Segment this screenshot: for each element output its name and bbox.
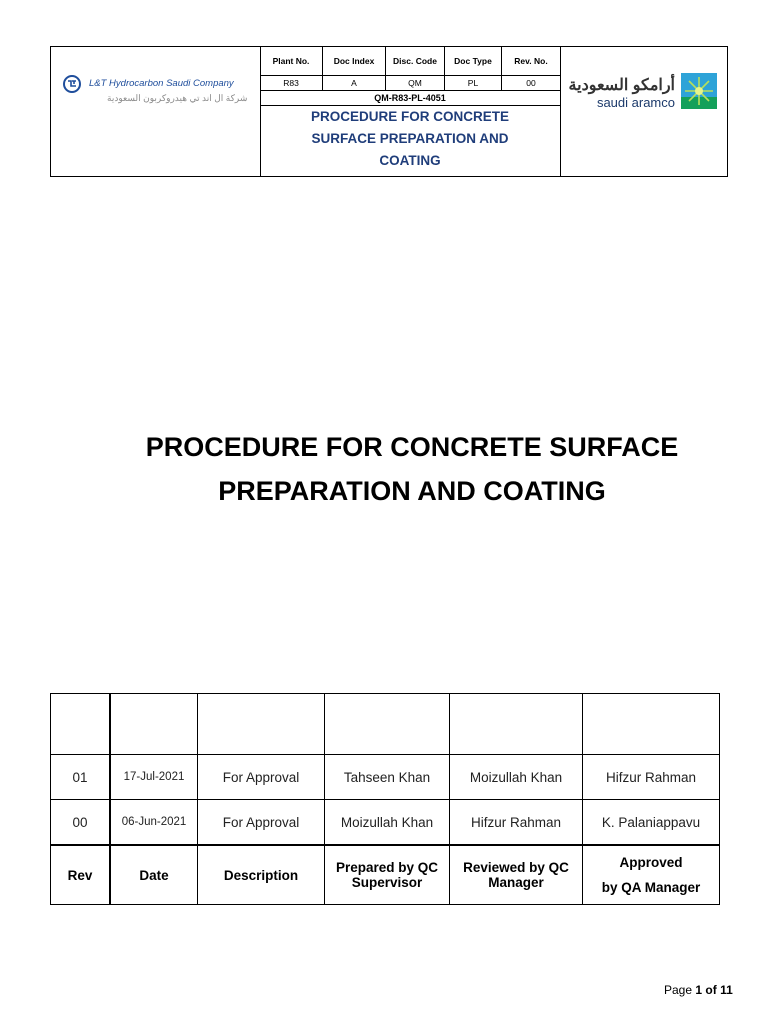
header-approved-line1: Approved — [619, 855, 683, 870]
table-row — [51, 694, 720, 755]
meta-value-plant: R83 — [260, 76, 323, 91]
header-approved-by — [583, 845, 720, 905]
meta-header-type: Doc Type — [445, 47, 502, 76]
lt-emblem-icon — [63, 75, 81, 93]
page-current: 1 — [695, 983, 703, 997]
doc-title — [260, 106, 560, 173]
approved-by-cell: K. Palaniappavu — [583, 800, 720, 846]
revision-table — [50, 693, 720, 905]
meta-value-index: A — [323, 76, 386, 91]
aramco-star-icon — [681, 73, 717, 109]
meta-header-index: Doc Index — [323, 47, 386, 76]
header-description: Description — [198, 845, 325, 905]
page-prefix: Page — [664, 983, 693, 997]
meta-value-type: PL — [445, 76, 502, 91]
date-cell: 17-Jul-2021 — [110, 755, 198, 800]
reviewed-by-cell: Hifzur Rahman — [450, 800, 583, 846]
reviewed-by-cell: Moizullah Khan — [450, 755, 583, 800]
meta-value-disc: QM — [386, 76, 445, 91]
document-header — [50, 46, 728, 177]
meta-header-plant: Plant No. — [260, 47, 323, 76]
doc-title-line3: COATING — [379, 153, 441, 168]
rev-cell: 00 — [51, 800, 111, 846]
page-total: 11 — [720, 983, 733, 997]
header-rev: Rev — [51, 845, 111, 905]
aramco-logo-cell — [560, 47, 728, 176]
meta-value-rev: 00 — [502, 76, 561, 91]
header-date: Date — [110, 845, 198, 905]
prepared-by-cell: Tahseen Khan — [325, 755, 450, 800]
lt-logo-cell — [51, 47, 261, 176]
meta-header-rev: Rev. No. — [502, 47, 561, 76]
header-reviewed-by: Reviewed by QC Manager — [450, 845, 583, 905]
document-meta — [260, 47, 560, 176]
aramco-arabic: أرامكو السعودية — [568, 77, 675, 94]
header-prepared-by: Prepared by QC Supervisor — [325, 845, 450, 905]
lt-logo — [63, 75, 253, 111]
rev-cell: 01 — [51, 755, 111, 800]
table-row — [51, 800, 720, 846]
date-cell: 06-Jun-2021 — [110, 800, 198, 846]
approved-by-cell: Hifzur Rahman — [583, 755, 720, 800]
table-row — [51, 755, 720, 800]
lt-company-arabic: شركة ال اند تي هيدروكربون السعودية — [107, 93, 248, 103]
meta-table — [260, 47, 560, 172]
main-title — [60, 425, 764, 513]
doc-title-line1: PROCEDURE FOR CONCRETE — [310, 109, 509, 124]
doc-number: QM-R83-PL-4051 — [260, 91, 560, 106]
description-cell: For Approval — [198, 755, 325, 800]
page-number — [664, 983, 733, 997]
prepared-by-cell: Moizullah Khan — [325, 800, 450, 846]
aramco-logo — [568, 73, 717, 117]
description-cell: For Approval — [198, 800, 325, 846]
doc-title-line2: SURFACE PREPARATION AND — [311, 131, 509, 146]
main-title-line1: PROCEDURE FOR CONCRETE SURFACE — [145, 432, 679, 462]
meta-header-disc: Disc. Code — [386, 47, 445, 76]
header-approved-line2: by QA Manager — [601, 880, 701, 895]
main-title-line2: PREPARATION AND COATING — [218, 476, 606, 506]
table-header-row — [51, 845, 720, 905]
lt-company-name: L&T Hydrocarbon Saudi Company — [89, 78, 234, 89]
aramco-english: saudi aramco — [596, 95, 675, 110]
page-of: of — [705, 983, 717, 997]
